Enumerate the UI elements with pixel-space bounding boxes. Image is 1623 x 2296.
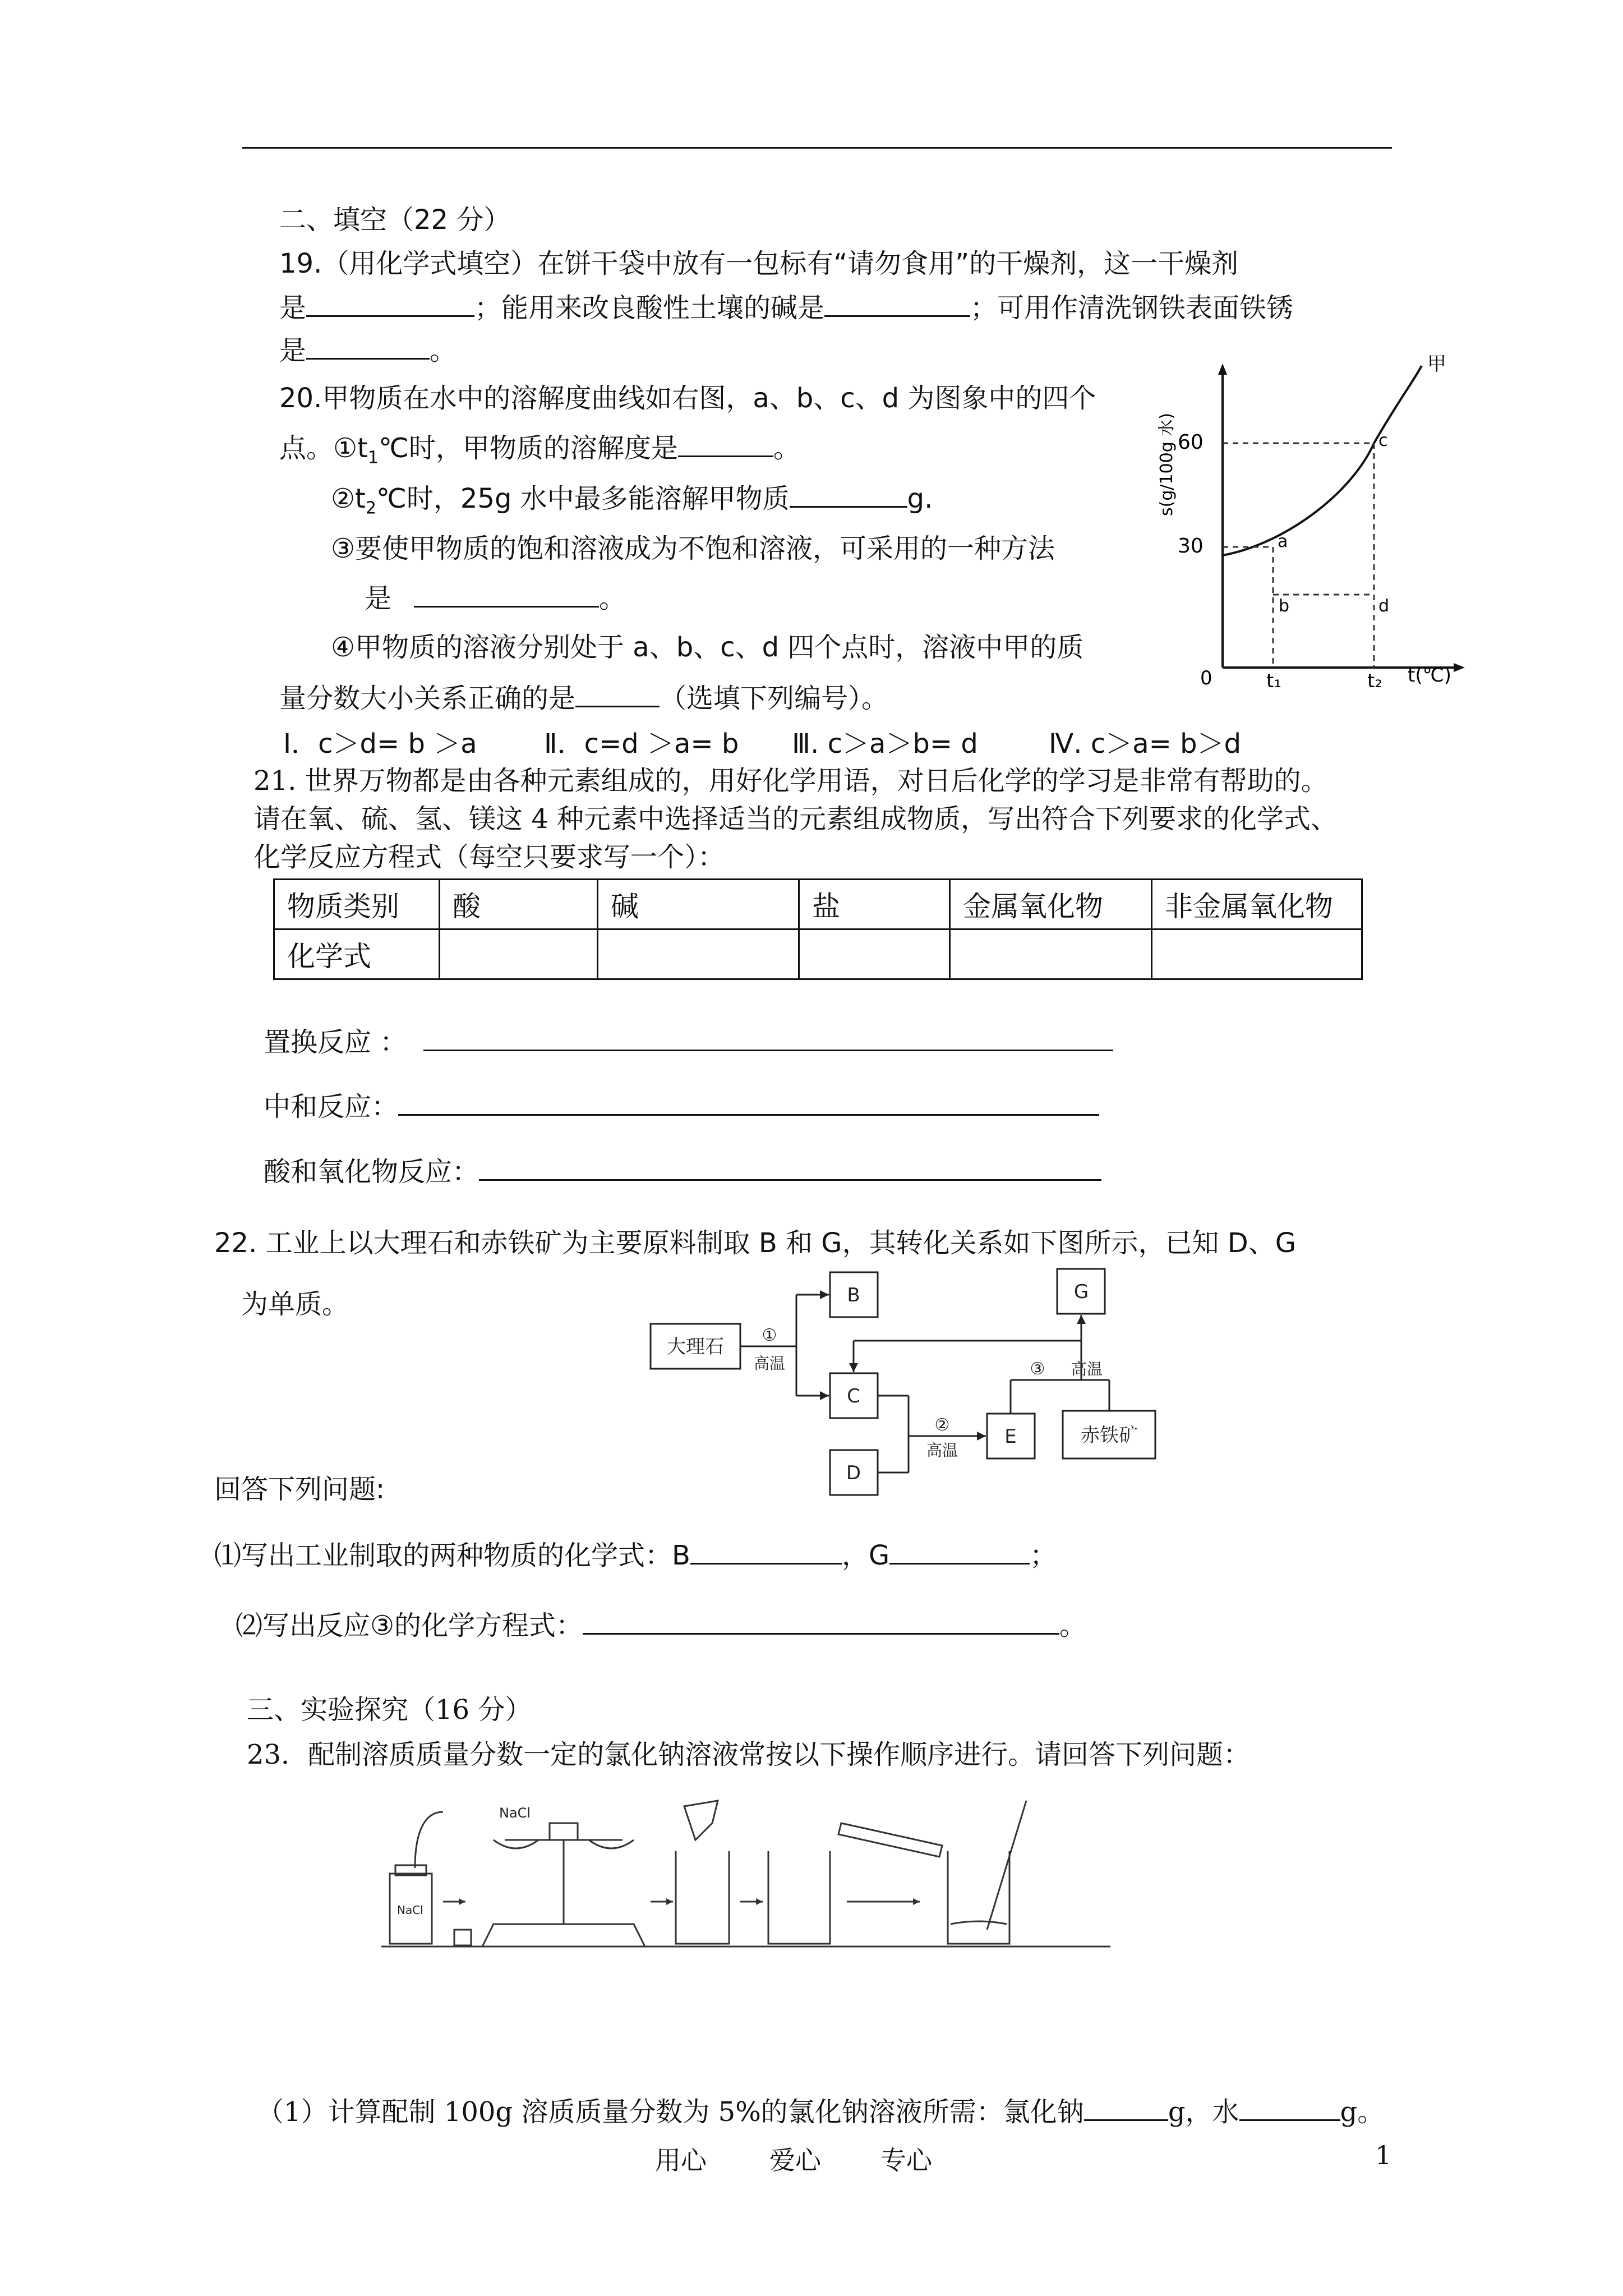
solution-surface [951,1921,1007,1924]
q19-line1: 19.（用化学式填空）在饼干袋中放有一包标有“请勿食用”的干燥剂，这一干燥剂 [279,248,1239,279]
step-2-condition: 高温 [926,1441,958,1460]
step-1: ① [762,1326,777,1345]
point-c: c [1378,431,1388,450]
reaction-blank-2[interactable] [398,1088,1099,1116]
answer-cell-metal-oxide[interactable] [950,930,1152,979]
q23-text: g。 [1340,2096,1385,2128]
section-2-heading: 二、填空（22 分） [279,204,511,236]
solubility-chart [1138,353,1486,690]
reaction-blank-3[interactable] [479,1153,1101,1181]
box-B-label: B [847,1284,860,1306]
q20-text: 。 [599,583,626,614]
answer-cell-nonmetal-oxide[interactable] [1152,930,1362,979]
nacl-label-top: NaCl [499,1805,531,1821]
table-header-cell: 金属氧化物 [950,880,1152,930]
table-header-cell: 物质类别 [274,880,440,930]
q20-blank-3[interactable] [414,580,599,608]
q22-text: ⑵写出反应③的化学方程式： [236,1610,583,1641]
x-axis-arrow [1454,663,1465,672]
weighing-dish [454,1930,471,1945]
curve-label: 甲 [1427,353,1446,375]
q21-line1: 21. 世界万物都是由各种元素组成的，用好化学用语，对日后化学的学习是非常有帮助的。 [253,765,1328,797]
origin-label: 0 [1200,667,1212,689]
q20-line5 [365,580,626,615]
q19-text-c: ；可用作清洗钢铁表面铁锈 [970,292,1294,324]
q20-blank-2[interactable] [790,480,907,508]
q20-line6: ④甲物质的溶液分别处于 a、b、c、d 四个点时，溶液中甲的质 [331,632,1084,663]
q20-option-2: Ⅱ．c=d ＞a= b [544,728,739,760]
q20-text: ℃时，25g 水中最多能溶解甲物质 [376,483,790,514]
box-G-label: G [1073,1281,1089,1303]
q20-line7 [279,680,888,715]
q19-text-d: 是 [279,335,307,366]
q20-text: ②t [331,483,366,514]
x-tick-t2: t₂ [1367,670,1382,690]
header-rule [242,147,1392,149]
q19-blank-rust[interactable] [306,332,430,360]
q20-line4: ③要使甲物质的饱和溶液成为不饱和溶液，可采用的一种方法 [331,533,1055,564]
table-header-cell: 非金属氧化物 [1152,880,1362,930]
q20-blank-4[interactable] [575,680,660,707]
table-header-cell: 盐 [799,880,950,930]
box-hematite-label: 赤铁矿 [1081,1424,1138,1447]
reaction-displacement [264,1024,1113,1059]
box-C-label: C [847,1385,860,1407]
reaction-label: 置换反应 ： [264,1027,407,1058]
q19-blank-base[interactable] [824,289,970,317]
beaker-3 [948,1851,1009,1944]
table-header-cell: 碱 [598,880,799,930]
q20-text: 点。①t [279,432,368,464]
q22-line2: 为单质。 [241,1289,349,1320]
q19-text-a: 是 [279,292,307,324]
q22-answer-intro: 回答下列问题: [214,1474,385,1505]
q22-blank-G[interactable] [889,1537,1030,1565]
answer-cell-base[interactable] [598,930,799,979]
reaction-blank-1[interactable] [423,1024,1113,1051]
step-3: ③ [1030,1359,1045,1379]
spatula [415,1812,443,1868]
solubility-curve [1223,366,1422,555]
balance-pan-right [589,1840,634,1848]
point-b: b [1279,596,1290,616]
q23-sub1 [257,2093,1384,2129]
y-axis-arrow [1218,364,1227,375]
y-axis-label: s(g/100g 水) [1157,412,1177,516]
q23-text: g，水 [1168,2096,1239,2128]
q23-line1: 23．配制溶质质量分数一定的氯化钠溶液常按以下操作顺序进行。请回答下列问题： [247,1739,1251,1770]
x-axis-label: t(℃) [1408,664,1452,687]
q23-text: （1）计算配制 100g 溶质质量分数为 5%的氯化钠溶液所需：氯化钠 [257,2096,1084,2128]
footer-word-1: 用心 [655,2145,707,2175]
q23-blank-water[interactable] [1239,2093,1340,2121]
q19-text-e: 。 [430,335,457,366]
beaker-1 [676,1851,729,1944]
q19-line2 [279,289,1293,325]
q23-illustration [381,1789,1116,1952]
page-number: 1 [1375,2140,1392,2170]
q21-table [273,878,1363,980]
box-marble-label: 大理石 [667,1336,724,1358]
q20-option-3: Ⅲ. c＞a＞b= d [792,728,978,760]
q22-line1: 22. 工业上以大理石和赤铁矿为主要原料制取 B 和 G，其转化关系如下图所示，已知 D、G [214,1227,1296,1259]
q22-text: 。 [1059,1610,1087,1641]
funnel [684,1801,718,1840]
q20-blank-1[interactable] [678,430,773,457]
q20-option-1: Ⅰ．c＞d= b ＞a [283,728,477,760]
q22-blank-B[interactable] [690,1537,842,1565]
q20-text: （选填下列编号）。 [660,683,889,714]
nacl-label-jar: NaCl [397,1903,423,1917]
q20-line3 [331,480,933,526]
x-tick-t1: t₁ [1266,670,1281,690]
q20-text: g. [907,483,933,514]
beaker-2 [768,1851,830,1944]
point-d: d [1378,596,1390,616]
step-1-condition: 高温 [753,1354,786,1373]
q22-flow-diagram [645,1262,1178,1503]
q22-blank-equation[interactable] [583,1607,1059,1635]
step-2: ② [934,1415,950,1435]
answer-cell-acid[interactable] [440,930,598,979]
reaction-neutralization [264,1088,1099,1124]
y-tick-30: 30 [1178,535,1204,558]
point-a: a [1278,532,1288,551]
q20-line1: 20.甲物质在水中的溶解度曲线如右图，a、b、c、d 为图象中的四个 [279,383,1096,414]
balance-knob [550,1823,578,1840]
q20-sub: 2 [365,498,376,518]
table-row-label: 化学式 [274,930,440,979]
table-row [274,930,1362,979]
q19-line3 [279,332,457,367]
table-header-cell: 酸 [440,880,598,930]
q22-sub1 [214,1537,1057,1572]
glass-rod [987,1801,1026,1930]
box-E-label: E [1004,1425,1017,1448]
footer-word-2: 爱心 [769,2145,821,2175]
q22-text: ； [1030,1540,1057,1571]
footer-word-3: 专心 [880,2145,932,2175]
q19-text-b: ；能用来改良酸性土壤的碱是 [474,292,825,324]
q21-line2: 请在氧、硫、氢、镁这 4 种元素中选择适当的元素组成物质，写出符合下列要求的化学式、 [253,803,1338,835]
reaction-label: 酸和氧化物反应： [264,1156,479,1188]
reaction-acid-oxide [264,1153,1101,1189]
q20-text: ℃时，甲物质的溶解度是 [378,432,678,464]
balance-base [482,1924,645,1947]
q20-text: 。 [773,432,800,464]
table-row [274,880,1362,930]
q22-text: ⑴写出工业制取的两种物质的化学式：B [214,1540,690,1571]
reaction-label: 中和反应： [264,1091,399,1122]
section-3-heading: 三、实验探究（16 分） [247,1694,532,1726]
q20-option-4: Ⅳ. c＞a= b＞d [1049,728,1242,760]
q21-line3: 化学反应方程式（每空只要求写一个）： [253,841,725,873]
q20-text: 是 [365,583,392,614]
q23-blank-nacl[interactable] [1084,2093,1168,2121]
balance-pan-left [494,1840,538,1848]
q20-text: 量分数大小关系正确的是 [279,683,576,714]
step-3-condition: 高温 [1071,1360,1103,1378]
measuring-cylinder [838,1823,942,1857]
q20-sub: 1 [367,448,379,468]
y-tick-60: 60 [1178,431,1204,454]
box-D-label: D [846,1462,861,1484]
q20-line2 [279,430,800,475]
q19-blank-desiccant[interactable] [306,289,474,317]
q22-text: ，G [841,1540,890,1571]
q22-sub2 [236,1607,1086,1642]
answer-cell-salt[interactable] [799,930,950,979]
